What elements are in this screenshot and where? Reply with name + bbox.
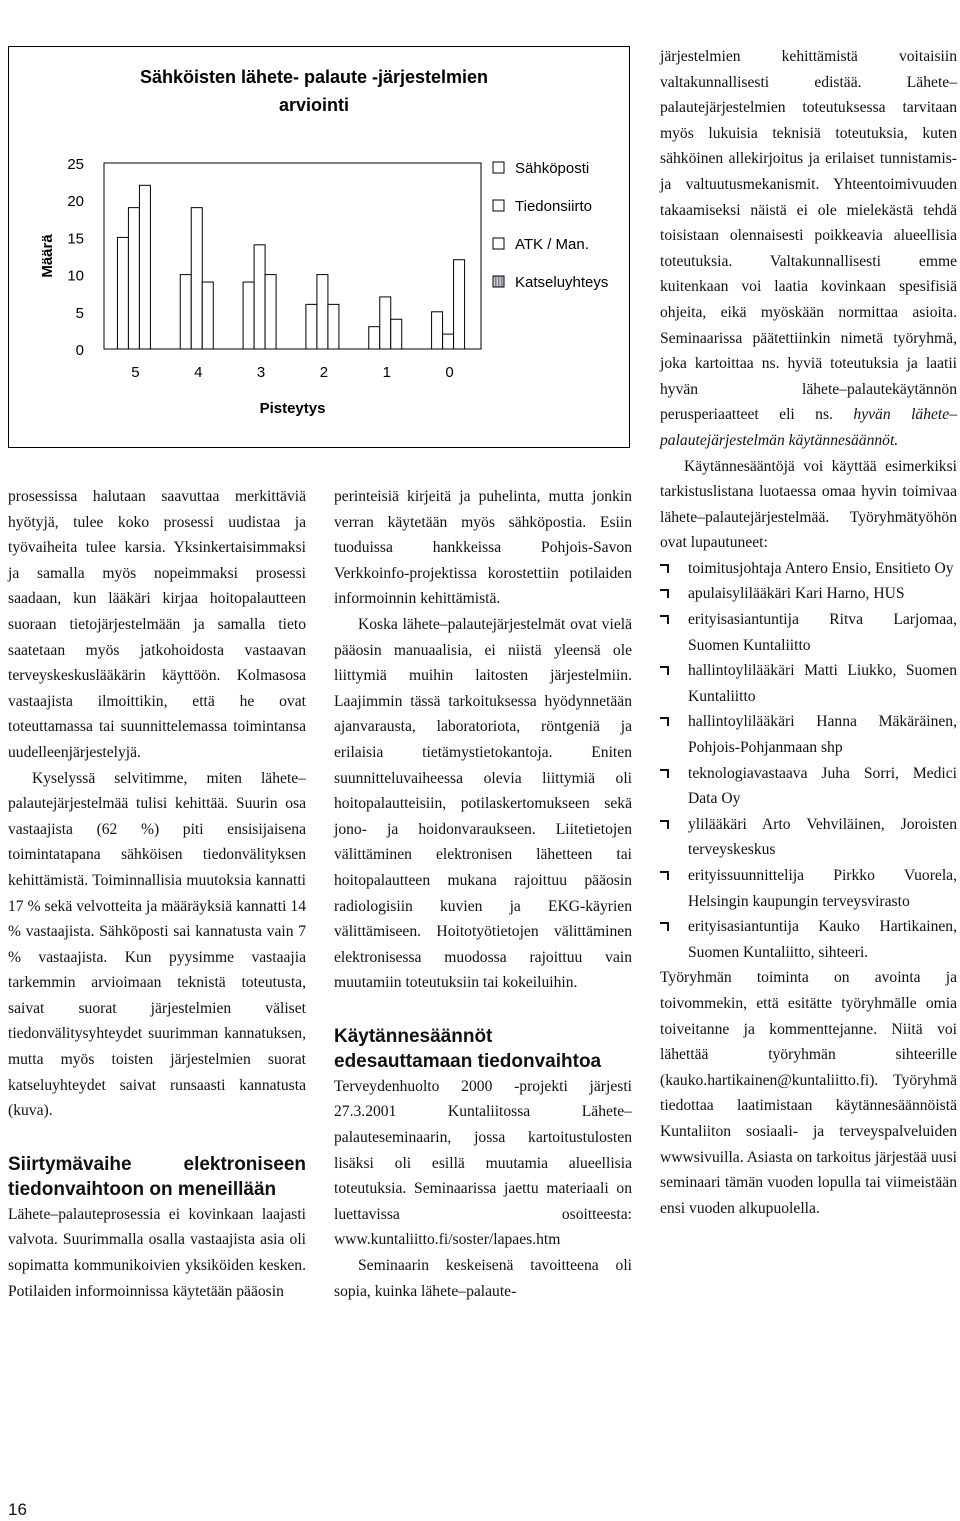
col1-paragraph-1: prosessissa halutaan saavuttaa merkittäviä hyötyjä, tulee koko prosessi uudistaa ja työvaiheita tulee karsia. Yksinkertaisimmaksi ja samalla myös nopeimmaksi prosessi saadaan, kun lääkäri kirjaa hoitopalautteen suoraan tietojärjestelmään ja samalla tieto saatetaan myös jatkohoidosta vastaavan terveyskeskuslääkärin käyttöön. Kolmasosa vastaajista ilmoittikin, että he ovat toteuttamassa tai suunnittelemassa toimintansa uudelleenjärjestelyjä. bbox=[8, 488, 306, 761]
bar-atk-man- bbox=[265, 275, 276, 349]
member-text: teknologiavastaava Juha Sorri, Medici Data Oy bbox=[688, 764, 957, 808]
x-tick-label: 5 bbox=[131, 364, 140, 381]
legend-label: Sähköposti bbox=[515, 160, 590, 177]
chart bbox=[8, 46, 630, 448]
bullet-icon bbox=[660, 717, 669, 726]
column-3 bbox=[660, 44, 957, 1221]
bar-s-hk-posti bbox=[432, 312, 443, 349]
legend-swatch bbox=[493, 276, 504, 287]
bullet-icon bbox=[660, 871, 669, 880]
x-tick-label: 0 bbox=[445, 364, 454, 381]
member-text: toimitusjohtaja Antero Ensio, Ensitieto Oy bbox=[688, 559, 954, 577]
y-axis-label: Määrä bbox=[39, 234, 56, 278]
bullet-icon bbox=[660, 666, 669, 675]
col2-paragraph-2: Koska lähete–palautejärjestelmät ovat vielä pääosin manuaalisia, ei niistä yleensä ole liittymiä muihin laitosten järjestelmiin. Laajimmin tässä tarkoituksessa hyödynnetään ajanvarausta, laboratoriota, röntgeniä ja erilaisia tietämystietokantoja. Eniten suunnitteluvaiheessa olevia liittymiä oli hoitopalautteisiin, potilaskertomukseen sekä jono- ja hoidonvaraukseen. Liitetietojen välittäminen elektronisen lähetteen tai hoitopalautteen mukana rajoittuu pääosin radiologisiin kuvien ja EKG-käyrien välittämiseen. Hoitotyötietojen välittäminen elektronisessa muodossa rajoittuu vain muutamiin toteutuksiin tai kokeiluihin. bbox=[334, 615, 632, 992]
y-tick-label: 5 bbox=[75, 304, 84, 322]
col1-paragraph-2: Kyselyssä selvitimme, miten lähete–palautejärjestelmää tulisi kehittää. Suurin osa vastaajista (62 %) piti ensisijaisena toimintatapana sähköisen tiedonvälityksen kehittämistä. Toiminnallisia muutoksia kannatti 17 % sekä velvotteita ja määräyksiä kannatti 14 % vastaajista. Sähköposti sai kannatusta vain 7 % vastaajista. Kun pyysimme vastaajia tarkemmin arvioimaan teknistä toteutusta, saivat suorat järjestelmien väliset tiedonvälitysyhteydet suurimman kannatuksen, mutta myös toisten järjestelmien suorat katseluyhteydet saivat runsaasti kannatusta (kuva). bbox=[8, 769, 306, 1120]
plot-area bbox=[104, 163, 481, 349]
bullet-icon bbox=[660, 769, 669, 778]
bar-s-hk-posti bbox=[243, 282, 254, 349]
bullet-icon bbox=[660, 820, 669, 829]
list-item bbox=[660, 581, 957, 607]
x-axis-label: Pisteytys bbox=[259, 400, 326, 417]
col3-paragraph-2: Käytännesääntöjä voi käyttää esimerkiksi tarkistuslistana luotaessa omaa hyvin toimivaa lähete–palautejärjestelmää. Työryhmätyöhön ovat lupautuneet: bbox=[660, 457, 957, 552]
bar-s-hk-posti bbox=[306, 304, 317, 349]
bar-tiedonsiirto bbox=[128, 208, 139, 349]
col2-paragraph-3: Terveydenhuolto 2000 -projekti järjesti 27.3.2001 Kuntaliitossa Lähete–palauteseminaarin, jossa kartoitustulosten lisäksi oli esillä muutamia alueellisia toteutuksia. Seminaarissa jaettu materiaali on luettavissa osoitteesta: www.kuntaliitto.fi/soster/lapaes.htm bbox=[334, 1077, 632, 1249]
list-item bbox=[660, 914, 957, 965]
y-tick-label: 0 bbox=[75, 342, 84, 359]
bullet-icon bbox=[660, 589, 669, 598]
member-text: apulaisylilääkäri Kari Harno, HUS bbox=[688, 585, 905, 603]
chart-title: arviointi bbox=[278, 95, 350, 115]
bullet-icon bbox=[660, 922, 669, 931]
col1-paragraph-3: Lähete–palauteprosessia ei kovinkaan laajasti valvota. Suurimmalla osalla vastaajista asia oli sopimatta kommunikoivien yksiköiden kesken. Potilaiden informoinnissa käytetään pääosin bbox=[8, 1205, 306, 1300]
col3-paragraph-3: Työryhmän toiminta on avointa ja toivommekin, että esitätte työryhmälle omia toiveitanne ja kommenttejanne. Niitä voi lähettää työryhmän sihteerille (kauko.hartikainen@kuntaliitto.fi). Työryhmä tiedottaa laatimistaan käytännesäännöistä Kuntaliiton sosiaali- ja terveyspalveluiden wwwsivuilla. Asiasta on tarkoitus järjestää uusi seminaari tämän vuoden lopulla tai viimeistään ensi vuoden alkupuolella. bbox=[660, 969, 957, 1217]
bar-atk-man- bbox=[391, 319, 402, 349]
list-item bbox=[660, 812, 957, 863]
member-text: erityisasiantuntija Kauko Hartikainen, Suomen Kuntaliitto, sihteeri. bbox=[688, 918, 957, 961]
list-item bbox=[660, 761, 957, 812]
x-tick-label: 4 bbox=[194, 364, 203, 381]
y-tick-label: 25 bbox=[67, 156, 84, 173]
list-item bbox=[660, 863, 957, 914]
y-tick-label: 10 bbox=[67, 267, 84, 285]
bar-tiedonsiirto bbox=[380, 297, 391, 349]
col2-paragraph-1: perinteisiä kirjeitä ja puhelinta, mutta jonkin verran käytetään myös sähköpostia. Esiin tuoduissa hankkeissa Pohjois-Savon Verkkoinfo-projektissa korostettiin potilaiden informoinnin kehittämistä. bbox=[334, 488, 632, 608]
col3-paragraph-1-italic: hyvän lähete–palautejärjestelmän käytännesäännöt. bbox=[660, 406, 957, 449]
legend-swatch bbox=[493, 162, 504, 173]
list-item bbox=[660, 658, 957, 709]
legend-label: Tiedonsiirto bbox=[515, 198, 592, 215]
x-tick-label: 3 bbox=[256, 364, 266, 381]
legend-label: ATK / Man. bbox=[515, 236, 589, 253]
col2-paragraph-4: Seminaarin keskeisenä tavoitteena oli sopia, kuinka lähete–palaute- bbox=[334, 1257, 632, 1300]
x-tick-label: 2 bbox=[319, 364, 329, 381]
bar-atk-man- bbox=[454, 260, 465, 349]
bar-s-hk-posti bbox=[180, 275, 191, 349]
list-item bbox=[660, 556, 957, 582]
member-list bbox=[660, 556, 957, 966]
member-text: erityissuunnittelija Pirkko Vuorela, Helsingin kaupungin terveysvirasto bbox=[688, 867, 957, 910]
col3-paragraph-1 bbox=[660, 44, 957, 454]
col1-heading: Siirtymävaihe elektroniseen tiedonvaihtoon on meneillään bbox=[8, 1153, 306, 1200]
member-text: erityisasiantuntija Ritva Larjomaa, Suomen Kuntaliitto bbox=[688, 611, 957, 654]
column-1 bbox=[8, 484, 306, 1304]
list-item bbox=[660, 709, 957, 760]
column-2 bbox=[334, 484, 632, 1304]
x-tick-label: 1 bbox=[382, 364, 391, 381]
member-text: hallintoylilääkäri Matti Liukko, Suomen Kuntaliitto bbox=[688, 662, 957, 705]
col3-paragraph-1-text: järjestelmien kehittämistä voitaisiin valtakunnallisesti edistää. Lähete–palautejärjestelmien toteutuksessa tarvitaan myös lukuisia teknisiä toteutuksia, kuten sähköinen allekirjoitus ja erilaiset tunnistamis- ja valtuutusmekanismit. Yhteentoimivuuden takaamiseksi näistä ei ole mielekästä tehdä toisistaan olennaisesti poikkeavia alueellisia toteutuksia. Valtakunnallisesti emme kuitenkaan voi laatia kovinkaan spesifisiä ohjeita, eikä myöskään normittaa asioita. Seminaarissa päätettiinkin nimetä työryhmä, joka kartoittaa ns. hyviä toteutuksia ja laatii hyvän lähete–palautekäytännön perusperiaatteet eli ns. bbox=[660, 48, 957, 424]
bar-tiedonsiirto bbox=[443, 334, 454, 349]
bar-atk-man- bbox=[328, 304, 339, 349]
bullet-icon bbox=[660, 615, 669, 624]
bar-tiedonsiirto bbox=[317, 275, 328, 349]
list-item bbox=[660, 607, 957, 658]
member-text: hallintoylilääkäri Hanna Mäkäräinen, Pohjois-Pohjanmaan shp bbox=[688, 713, 957, 757]
legend-label: Katseluyhteys bbox=[515, 274, 609, 291]
legend-swatch bbox=[493, 238, 504, 249]
y-tick-label: 20 bbox=[67, 193, 84, 211]
bar-tiedonsiirto bbox=[191, 208, 202, 349]
bar-tiedonsiirto bbox=[254, 245, 265, 349]
col2-heading: Käytännesäännöt edesauttamaan tiedonvaihtoa bbox=[334, 1025, 602, 1072]
chart-svg bbox=[9, 47, 631, 449]
bar-atk-man- bbox=[202, 282, 213, 349]
bar-atk-man- bbox=[139, 185, 150, 349]
bar-s-hk-posti bbox=[369, 327, 380, 349]
page-number: 16 bbox=[8, 1500, 27, 1519]
chart-title: Sähköisten lähete- palaute -järjestelmien bbox=[139, 67, 489, 87]
bar-s-hk-posti bbox=[117, 237, 128, 349]
member-text: ylilääkäri Arto Vehviläinen, Joroisten terveyskeskus bbox=[688, 815, 957, 859]
bullet-icon bbox=[660, 564, 669, 573]
y-tick-label: 15 bbox=[67, 230, 84, 248]
legend-swatch bbox=[493, 200, 504, 211]
